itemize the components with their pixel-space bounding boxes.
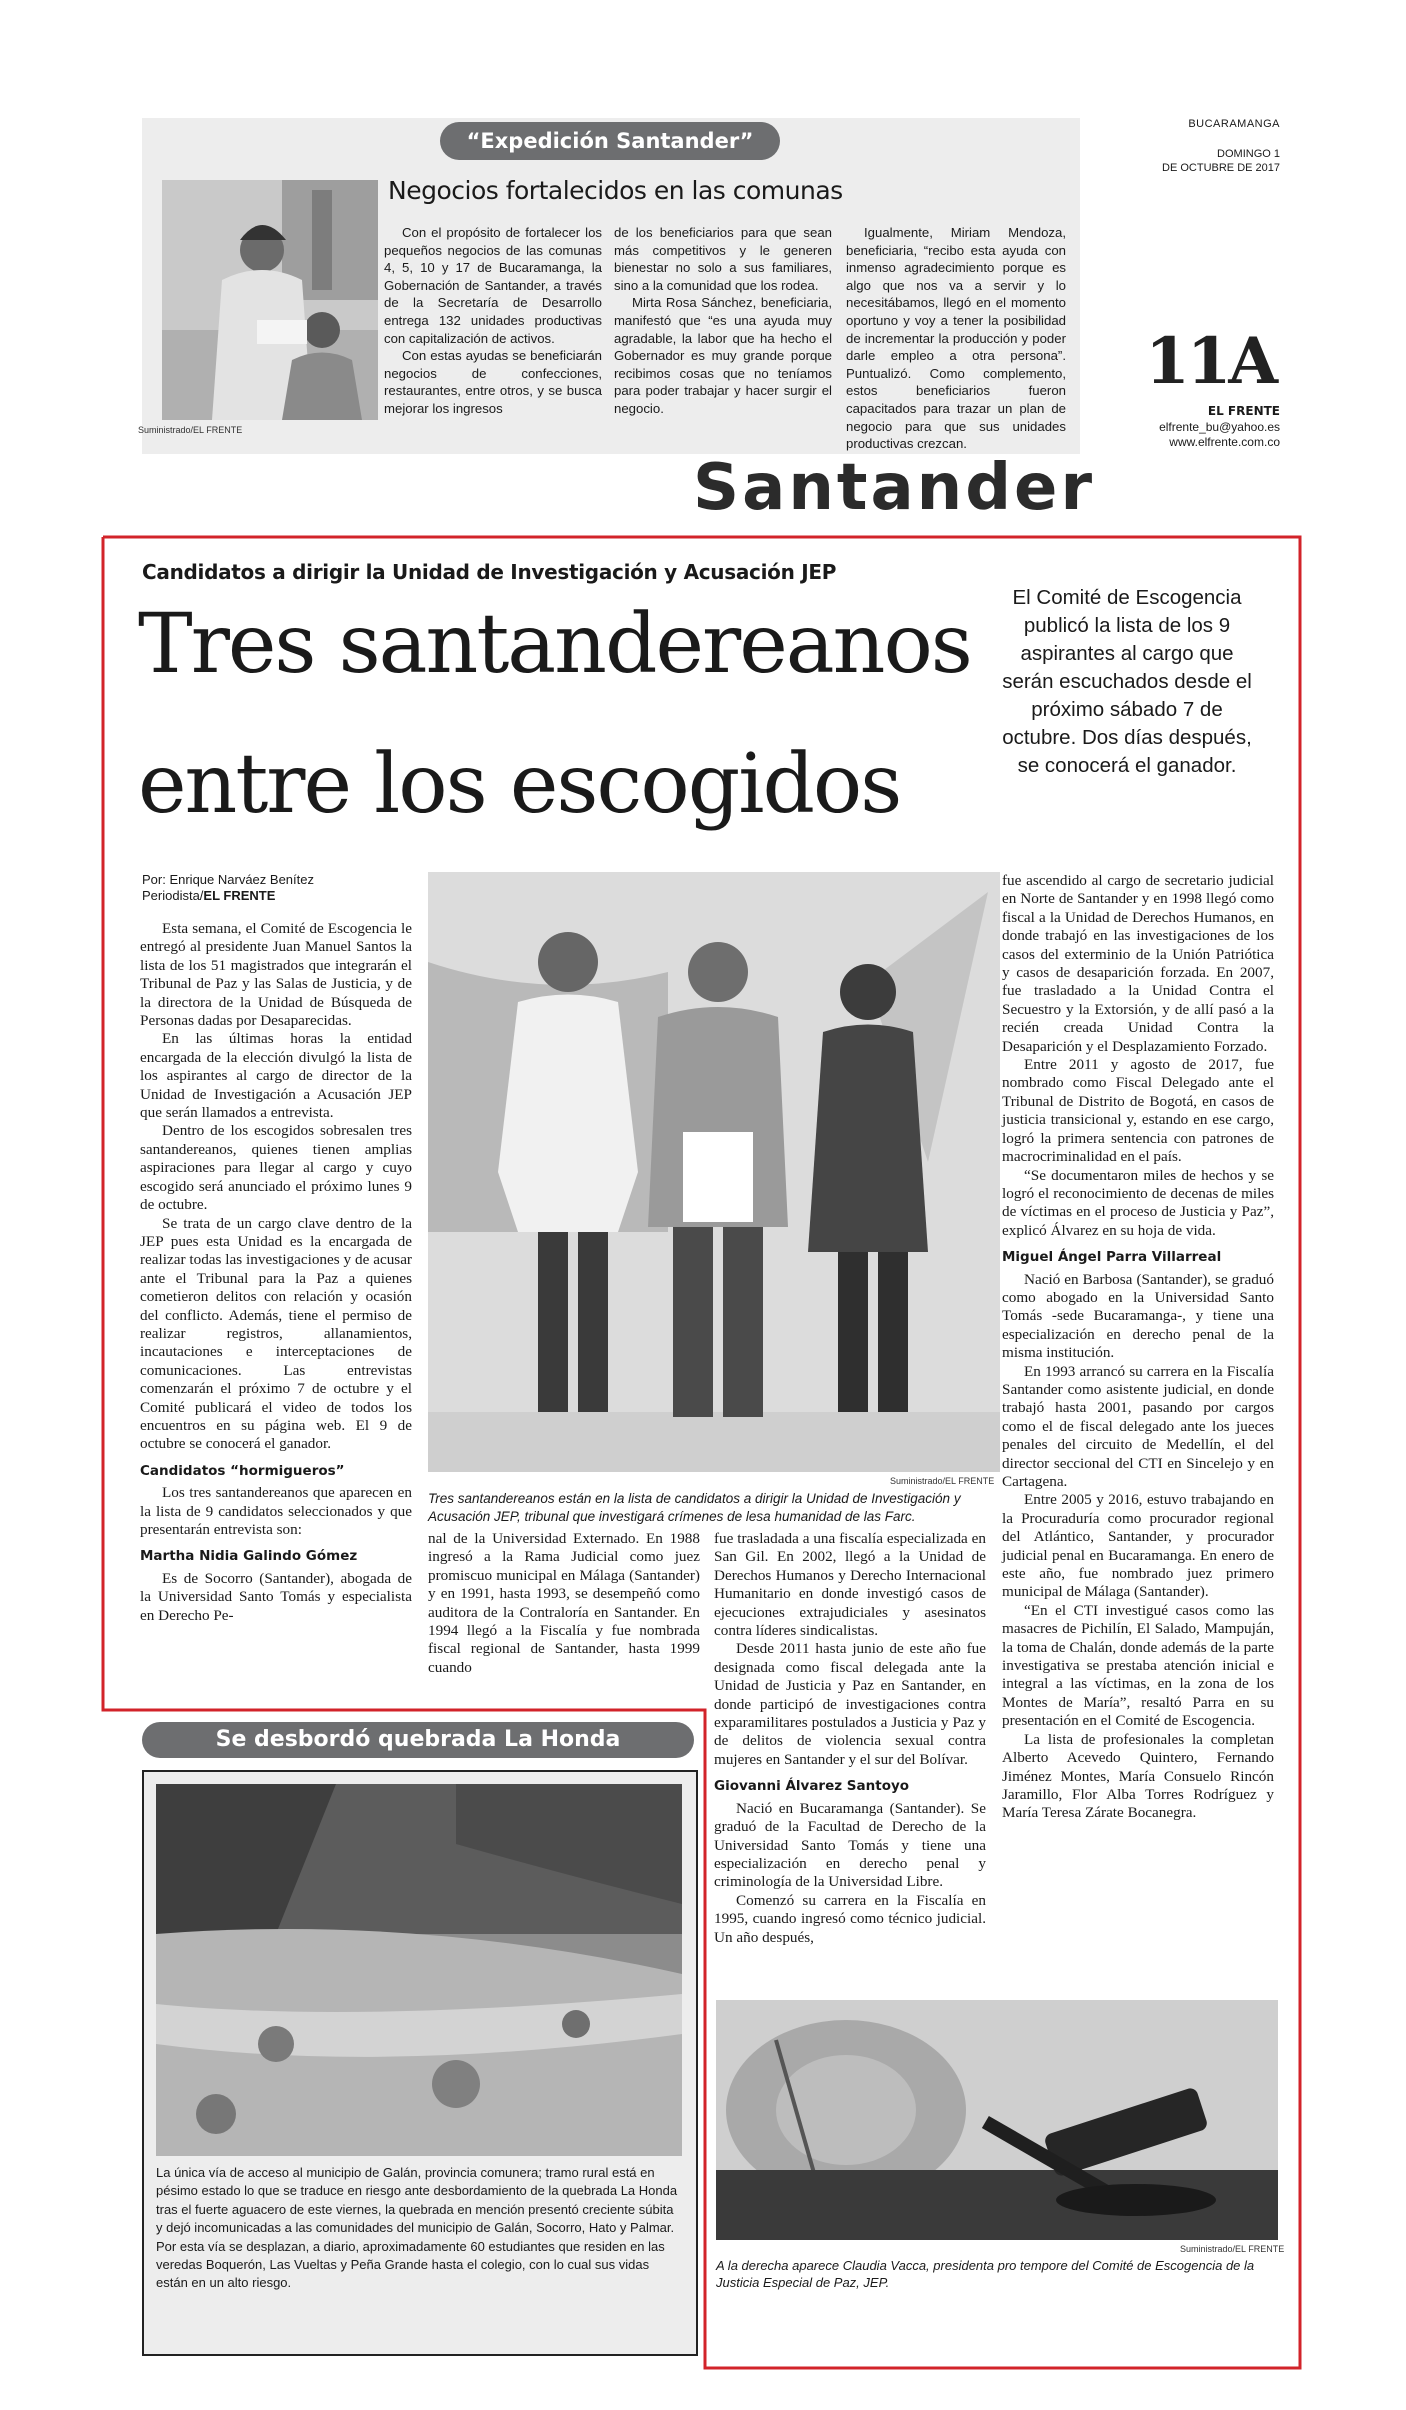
main-col-3 [714,1530,986,1947]
edition-date: DE OCTUBRE DE 2017 [1162,162,1280,174]
edition-date-day: DOMINGO 1 [1217,148,1280,160]
gavel-photo-credit: Suministrado/EL FRENTE [1180,2244,1285,2254]
page-number: 11A [1145,324,1275,399]
honda-photo [156,1784,682,2156]
body-paragraph: Comenzó su carrera en la Fiscalía en 1995, cuando ingresó como técnico judicial. Un año después, [714,1891,986,1946]
edition-city: BUCARAMANGA [1188,118,1280,130]
expedicion-banner: “Expedición Santander” [440,122,780,160]
honda-caption: La única vía de acceso al municipio de Galán, provincia comunera; tramo rural está en pésimo estado lo que se traduce en riesgo ante desbordamiento de la quebrada La Honda tras el fuerte aguacero de este viernes, la quebrada en mención presentó creciente súbita y dejó incomunicadas a las comunidades del municipio de Galán, Socorro, Hato y Palmar. Por esta vía se desplazan, a diario, aproximadamente 60 estudiantes que residen en las veredas Boquerón, Las Vueltas y Peña Grande hasta el colegio, con lo cual sus vidas están en un alto riesgo. [156,2165,678,2291]
body-paragraph: Nació en Barbosa (Santander), se graduó como abogado en la Universidad Santo Tomás -sede Bucaramanga-, y tiene una especialización en derecho penal de la misma institución. [1002,1270,1274,1362]
website: www.elfrente.com.co [1169,435,1280,449]
main-kicker: Candidatos a dirigir la Unidad de Investigación y Acusación JEP [142,560,837,584]
expedicion-paragraph: Con estas ayudas se beneficiarán negocios de confecciones, restaurantes, entre otros, y se busca mejorar los ingresos [384,348,602,416]
honda-banner: Se desbordó quebrada La Honda [142,1722,694,1758]
expedicion-paragraph: Con el propósito de fortalecer los pequeños negocios de las comunas 4, 5, 10 y 17 de Bucaramanga, la Gobernación de Santander, a través de la Secretaría de Desarrollo entrega 132 unidades productivas con capitalización de activos. [384,225,602,346]
main-summary: El Comité de Escogencia publicó la lista de los 9 aspirantes al cargo que serán escuchados desde el próximo sábado 7 de octubre. Dos días después, se conocerá el ganador. [1002,586,1252,777]
candidates-photo-credit: Suministrado/EL FRENTE [890,1476,995,1486]
section-title: Santander [693,451,1095,525]
candidate-name: Giovanni Álvarez Santoyo [714,1778,910,1795]
body-paragraph: En 1993 arrancó su carrera en la Fiscalía Santander como asistente judicial, en donde trabajó hasta 2001, pasando por cargos como el de fiscal delegado ante los jueces penales del circuito de Medellín, el del director seccional del CTI en Sincelejo y en Cartagena. [1002,1362,1274,1490]
gavel-photo [716,2000,1278,2240]
expedicion-paragraph: Mirta Rosa Sánchez, beneficiaria, manifestó que “es una ayuda muy agradable, la labor que ha hecho el Gobernador es muy grande porque recibimos cosas que no teníamos para poder trabajar y hacer surgir el negocio. [614,295,832,416]
expedicion-paragraph: de los beneficiarios para que sean más competitivos y le generen bienestar no solo a sus familiares, sino a la comunidad que los rodea. [614,225,832,293]
body-paragraph: Esta semana, el Comité de Escogencia le entregó al presidente Juan Manuel Santos la lista de los 51 magistrados que integrarán el Tribunal de Paz y las Salas de Justicia, y de la directora de la Unidad de Búsqueda de Personas dadas por Desaparecidas. [140,920,412,1030]
main-col-4 [1002,872,1274,1823]
body-paragraph: Entre 2011 y agosto de 2017, fue nombrado como Fiscal Delegado ante el Tribunal de Distrito de Bogotá, en casos de justicia transicional y, estando en ese cargo, logró la primera sentencia con patrones de macrocriminalidad en el país. [1002,1056,1274,1166]
candidate-name: Martha Nidia Galindo Gómez [140,1548,358,1565]
body-paragraph: fue trasladada a una fiscalía especializada en San Gil. En 2002, llegó a la Unidad de Derechos Humanos y Derecho Internacional Humanitario en donde investigó casos de ejecuciones extrajudiciales y asesinatos contra líderes sindicalistas. [714,1530,986,1640]
body-paragraph: Dentro de los escogidos sobresalen tres santandereanos, quienes tienen amplias aspiraciones para llegar al cargo y cuyo escogido será anunciado el próximo lunes 9 de octubre. [140,1122,412,1214]
byline-role [142,888,442,903]
contact-email: elfrente_bu@yahoo.es [1159,420,1280,434]
body-paragraph: Nació en Bucaramanga (Santander). Se graduó de la Facultad de Derecho de la Universidad Santo Tomás y tiene una especialización en derecho penal y criminología de la Universidad Libre. [714,1799,986,1891]
body-paragraph: Entre 2005 y 2016, estuvo trabajando en la Procuraduría como procurador regional del Atlántico, Santander, y procurador judicial penal en Bucaramanga. En enero de este año, fue nombrado juez primero municipal de Málaga (Santander). [1002,1491,1274,1601]
body-paragraph: Los tres santandereanos que aparecen en la lista de 9 candidatos seleccionados y que presentarán entrevista son: [140,1484,412,1538]
candidate-name: Miguel Ángel Parra Villarreal [1002,1249,1222,1266]
body-paragraph: Se trata de un cargo clave dentro de la JEP pues esta Unidad es la encargada de realizar todas las investigaciones y de acusar ante el Tribunal para la Paz a quienes cometieron delitos con relación y ocasión del conflicto. Además, tiene el permiso de realizar registros, allanamientos, incautaciones e interceptaciones de comunicaciones. Las entrevistas comenzarán el próximo 7 de octubre y el Comité publicará el video de todos los encuentros en su página web. El 9 de octubre se conocerá el ganador. [140,1214,412,1453]
gavel-photo-caption: A la derecha aparece Claudia Vacca, presidenta pro tempore del Comité de Escogencia de la Justicia Especial de Paz, JEP. [716,2258,1255,2290]
body-paragraph: “Se documentaron miles de hechos y se logró el reconocimiento de decenas de miles de víctimas en el proceso de Justicia y Paz”, explicó Álvarez en su hoja de vida. [1002,1166,1274,1239]
candidates-photo [428,872,1000,1472]
body-paragraph: nal de la Universidad Externado. En 1988 ingresó a la Rama Judicial como juez promiscuo municipal en Málaga (Santander) y en 1991, hasta 1993, se desempeñó como auditora de la Contraloría en Santander. En 1994 llegó a la Fiscalía y fue nombrada fiscal regional de Santander, hasta 1999 cuando [428,1530,700,1676]
body-paragraph: Desde 2011 hasta junio de este año fue designada como fiscal delegada ante la Unidad de Justicia y Paz en Santander, en donde participó de investigaciones contra exparamilitares postulados a Justicia y Paz y de delitos de violencia sexual contra mujeres en Santander y el sur del Bolívar. [714,1640,986,1768]
body-paragraph: fue ascendido al cargo de secretario judicial en Norte de Santander y en 1998 llegó como fiscal a la Unidad de Derechos Humanos, en donde trabajó en las investigaciones de los casos del exterminio de la Unión Patriótica y casos de desaparición forzada. En 2007, fue trasladado a la Unidad Contra el Secuestro y la Extorsión, y de allí pasó a la recién creada Unidad Contra la Desaparición y el Desplazamiento Forzado. [1002,872,1274,1055]
main-col-2 [428,1530,700,1677]
main-col-1 [140,920,412,1625]
byline-role-prefix: Periodista/ [142,888,204,903]
expedicion-paragraph: Igualmente, Miriam Mendoza, beneficiaria, “recibo esta ayuda con inmenso agradecimiento porque es algo que nos va a servir y lo necesitábamos, llegó en el momento oportuno y voy a tener la posibilidad de incrementar la producción y poder darle empleo a otra persona”. Puntualizó. Como complemento, estos beneficiarios fueron capacitados para trazar un plan de negocio para que sus unidades productivas crezcan. [846,225,1066,452]
paper-name: EL FRENTE [1207,404,1280,418]
body-paragraph: “En el CTI investigué casos como las masacres de Pichilín, El Salado, Mampuján, la toma de Chalán, donde además de la parte investigativa se prestaba atención inicial e integral a las víctimas, en la zona de los Montes de María”, resaltó Parra en su presentación en el Comité de Escogencia. [1002,1601,1274,1730]
byline-paper: EL FRENTE [203,888,276,903]
body-paragraph: En las últimas horas la entidad encargada de la elección divulgó la lista de los aspirantes al cargo de director de la Unidad de Investigación a Acusación JEP que serán llamados a entrevista. [140,1030,412,1122]
main-headline-line1: Tres santandereanos [138,597,971,692]
expedicion-headline: Negocios fortalecidos en las comunas [388,176,843,205]
expedicion-photo-credit: Suministrado/EL FRENTE [138,425,243,435]
subheading: Candidatos “hormigueros” [140,1462,345,1479]
main-headline-line2: entre los escogidos [138,737,901,832]
body-paragraph: La lista de profesionales la completan Alberto Acevedo Quintero, Fernando Jiménez Montes, María Consuelo Rincón Jaramillo, Flor Alba Torres Rodríguez y María Teresa Zárate Bocanegra. [1002,1730,1274,1822]
body-paragraph: Es de Socorro (Santander), abogada de la Universidad Santo Tomás y especialista en Derecho Pe- [140,1569,412,1624]
byline-author: Por: Enrique Narváez Benítez [142,872,314,887]
candidates-photo-caption: Tres santandereanos están en la lista de candidatos a dirigir la Unidad de Investigación y Acusación JEP, tribunal que investigará crímenes de lesa humanidad de las Farc. [428,1491,961,1524]
